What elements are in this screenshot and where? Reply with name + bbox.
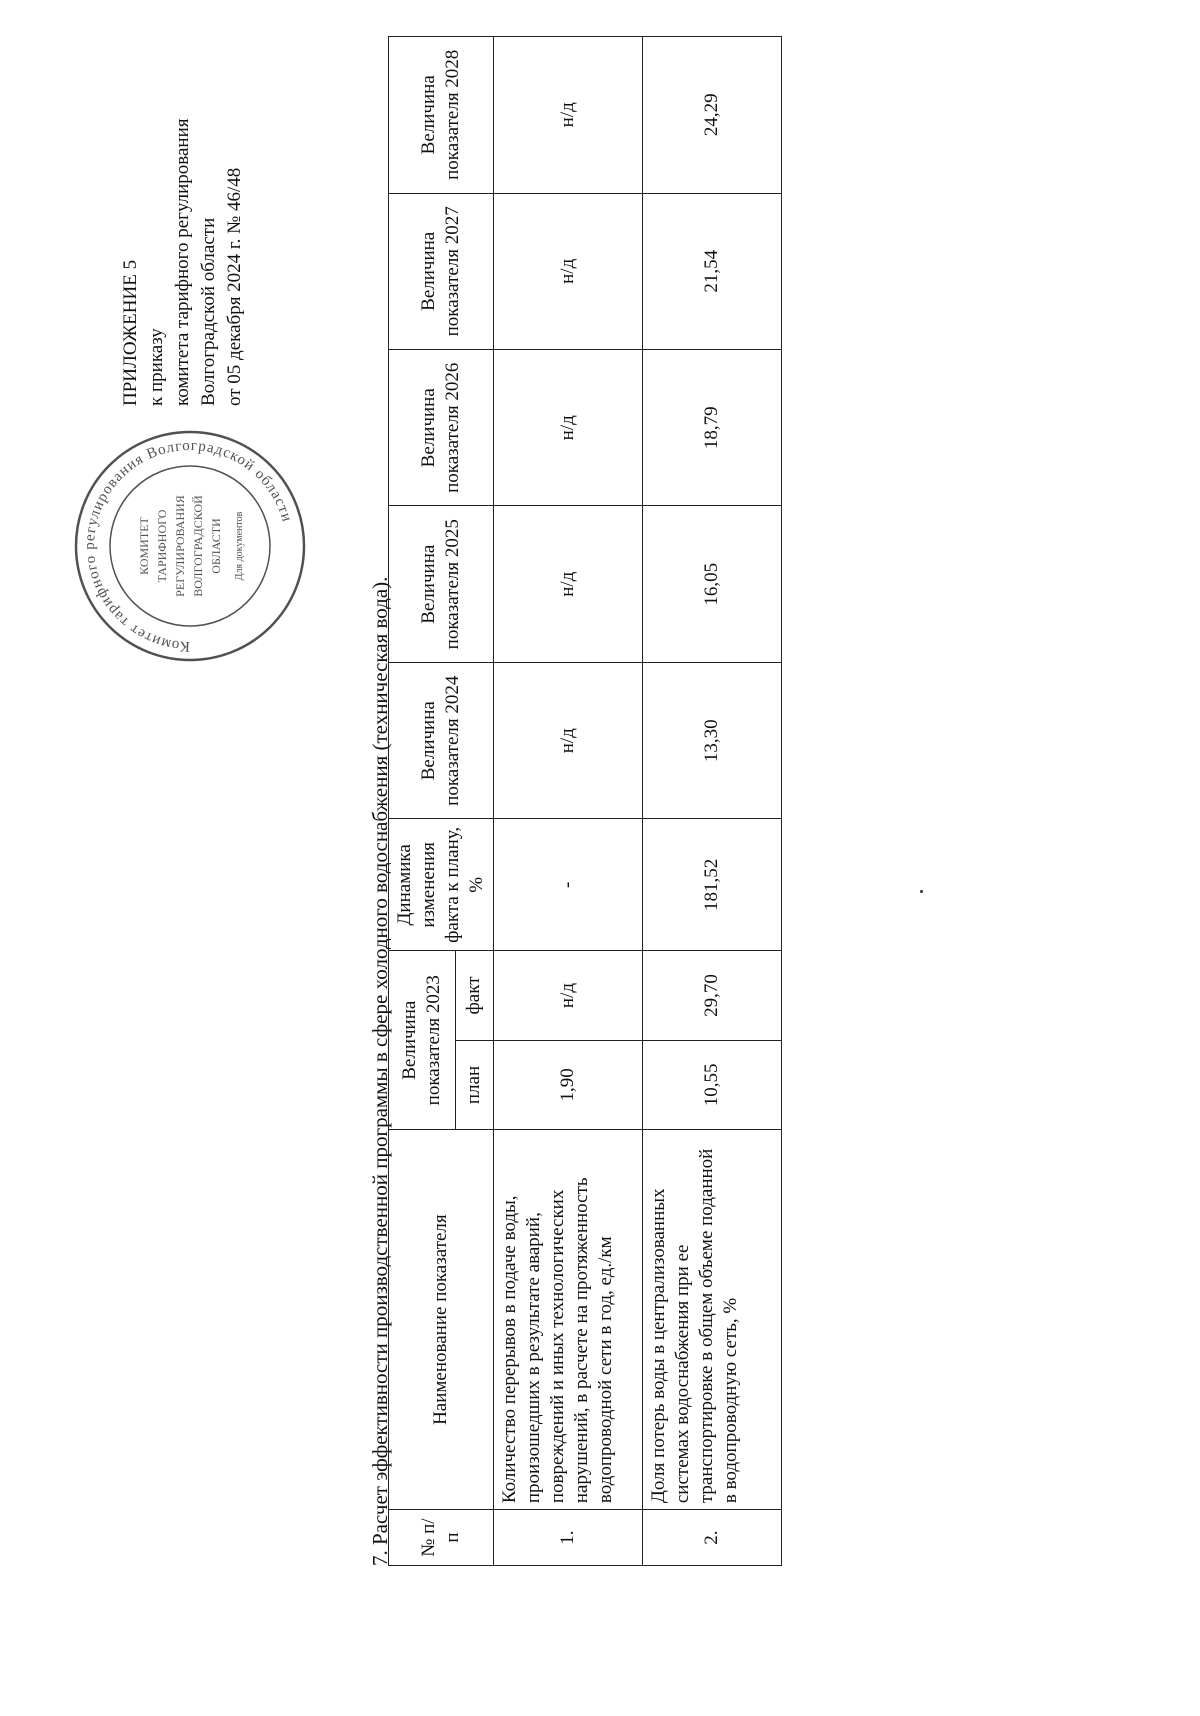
cell-2024: н/д	[494, 662, 643, 818]
attachment-line: к приказу	[146, 328, 167, 406]
cell-dynamics: 181,52	[643, 819, 782, 951]
efficiency-table	[388, 36, 782, 1566]
attachment-block	[118, 118, 248, 406]
header-fact: факт	[455, 951, 494, 1040]
header-2024: Величина показателя 2024	[389, 662, 494, 818]
attachment-line: комитета тарифного регулирования	[172, 118, 193, 406]
cell-2027: 21,54	[643, 193, 782, 349]
cell-2026: 18,79	[643, 350, 782, 506]
seal-ring-text: Комитет тарифного регулирования Волгоградской области	[81, 437, 295, 655]
cell-dynamics: -	[494, 819, 643, 951]
header-2027: Величина показателя 2027	[389, 193, 494, 349]
cell-2027: н/д	[494, 193, 643, 349]
attachment-title: ПРИЛОЖЕНИЕ 5	[120, 259, 141, 406]
header-dynamics: Динамика изменения факта к плану, %	[389, 819, 494, 951]
header-name: Наименование показателя	[389, 1130, 494, 1510]
scan-speck	[920, 890, 923, 893]
cell-num: 2.	[643, 1510, 782, 1566]
attachment-date: от 05 декабря 2024 г. № 46/48	[224, 167, 245, 406]
cell-num: 1.	[494, 1510, 643, 1566]
seal-center-line: ВОЛГОГРАДСКОЙ	[191, 495, 205, 597]
cell-name: Доля потерь воды в централизованных системах водоснабжения при ее транспортировке в общем объеме поданной в водопроводную сеть, %	[643, 1130, 782, 1510]
seal-center-line: ТАРИФНОГО	[155, 509, 169, 583]
header-2026: Величина показателя 2026	[389, 350, 494, 506]
header-2028: Величина показателя 2028	[389, 37, 494, 194]
section-heading: 7. Расчет эффективности производственной программы в сфере холодного водоснабжения (техническая вода).	[368, 576, 392, 1566]
cell-fact: н/д	[494, 951, 643, 1040]
seal-center-line: КОМИТЕТ	[137, 517, 151, 575]
cell-fact: 29,70	[643, 951, 782, 1040]
official-seal	[70, 426, 310, 666]
cell-name: Количество перерывов в подаче воды, произошедших в результате аварий, повреждений и иных технологических нарушений, в расчете на протяженность водопроводной сети в год, ед./км	[494, 1130, 643, 1510]
cell-2024: 13,30	[643, 662, 782, 818]
seal-center-line: РЕГУЛИРОВАНИЯ	[173, 495, 187, 597]
seal-center-line: Для документов	[234, 511, 245, 581]
header-num: № п/п	[389, 1510, 494, 1566]
seal-center-line: ОБЛАСТИ	[209, 518, 223, 574]
header-2023: Величина показателя 2023	[389, 951, 456, 1130]
attachment-line: Волгоградской области	[198, 217, 219, 406]
table-row	[494, 37, 643, 1566]
header-plan: план	[455, 1040, 494, 1129]
cell-2028: 24,29	[643, 37, 782, 194]
table-row	[643, 37, 782, 1566]
cell-plan: 1,90	[494, 1040, 643, 1129]
cell-2025: н/д	[494, 506, 643, 662]
svg-text:Комитет тарифного регулировани	[82, 438, 295, 654]
header-2025: Величина показателя 2025	[389, 506, 494, 662]
cell-2025: 16,05	[643, 506, 782, 662]
cell-2028: н/д	[494, 37, 643, 194]
cell-2026: н/д	[494, 350, 643, 506]
cell-plan: 10,55	[643, 1040, 782, 1129]
